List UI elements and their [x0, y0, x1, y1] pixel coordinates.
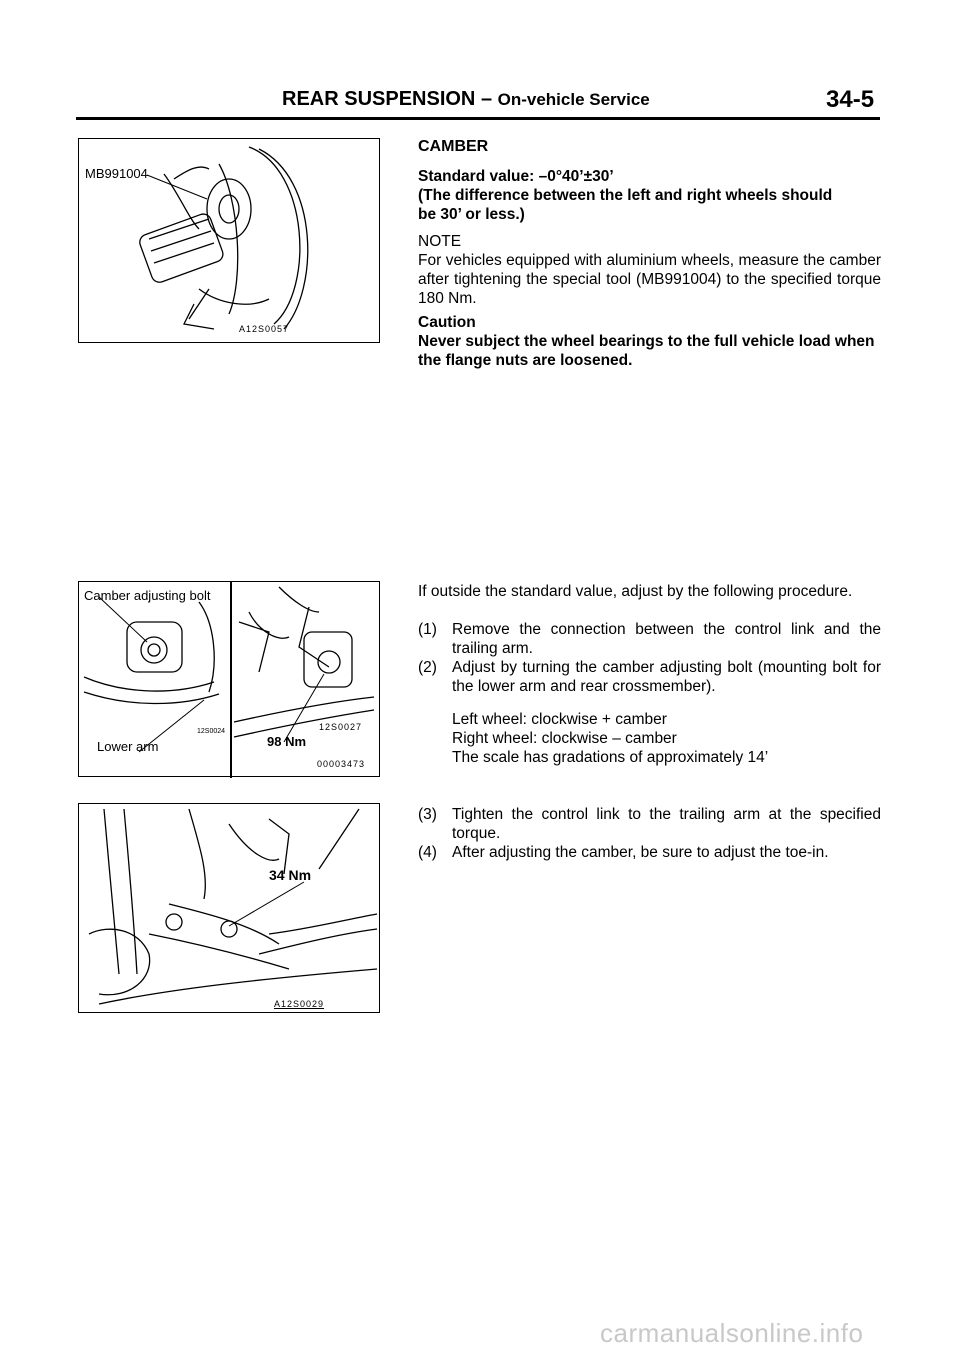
procedure-step: [418, 805, 881, 843]
standard-value: Standard value: –0°40’±30’: [418, 168, 614, 185]
note-text: For vehicles equipped with aluminium wheels, measure the camber after tightening the special tool (MB991004) to the specified torque 180 Nm.: [418, 252, 881, 307]
header-rule: [76, 117, 880, 120]
difference-line-1: (The difference between the left and right wheels should: [418, 187, 833, 204]
page-number: 34-5: [826, 86, 875, 113]
procedure-step: [418, 620, 881, 658]
procedure-step: [418, 658, 881, 696]
figure-special-tool: [78, 138, 380, 343]
step-text: Remove the connection between the control link and the trailing arm.: [452, 621, 881, 657]
step-text: Tighten the control link to the trailing arm at the specified torque.: [452, 806, 881, 842]
step-number: (4): [418, 844, 437, 861]
figure-code: 00003473: [317, 759, 366, 769]
camber-bolt-label: Camber adjusting bolt: [84, 588, 211, 603]
torque-label: 34 Nm: [269, 867, 312, 883]
step-text: Adjust by turning the camber adjusting bolt (mounting bolt for the lower arm and rear crossmember).: [452, 659, 881, 695]
adjust-left-wheel: Left wheel: clockwise + camber: [452, 711, 667, 728]
step-text: After adjusting the camber, be sure to adjust the toe-in.: [452, 844, 829, 861]
section-subtitle: On-vehicle Service: [497, 90, 650, 109]
figure-code-right: 12S0027: [319, 722, 363, 732]
scale-note: The scale has gradations of approximately 14’: [452, 749, 769, 766]
watermark: carmanualsonline.info: [600, 1318, 864, 1348]
figure-control-link: [78, 803, 380, 1013]
tool-leader-line: [79, 139, 379, 342]
title-dash: –: [480, 88, 493, 110]
procedure-step: [418, 843, 881, 862]
figure-adjusting-bolt: [78, 581, 380, 777]
section-title: REAR SUSPENSION: [282, 88, 476, 110]
torque-label: 98 Nm: [267, 734, 307, 749]
figure-code: A12S0057: [239, 324, 290, 334]
procedure-intro: If outside the standard value, adjust by the following procedure.: [418, 583, 853, 600]
tool-label: MB991004: [85, 166, 148, 181]
step-number: (3): [418, 806, 437, 823]
camber-title: CAMBER: [418, 138, 489, 155]
caution-title: Caution: [418, 314, 476, 331]
caution-text: Never subject the wheel bearings to the full vehicle load when the flange nuts are loosened.: [418, 333, 875, 369]
note-title: NOTE: [418, 233, 462, 250]
difference-line-2: be 30’ or less.): [418, 206, 525, 223]
figure-code: A12S0029: [274, 999, 325, 1009]
page-header-title: [282, 88, 650, 111]
figure-code-left: 12S0024: [197, 728, 226, 735]
adjust-right-wheel: Right wheel: clockwise – camber: [452, 730, 677, 747]
control-link-illustration: [79, 804, 379, 1012]
step-number: (2): [418, 659, 437, 676]
lower-arm-label: Lower arm: [97, 739, 159, 754]
step-number: (1): [418, 621, 437, 638]
